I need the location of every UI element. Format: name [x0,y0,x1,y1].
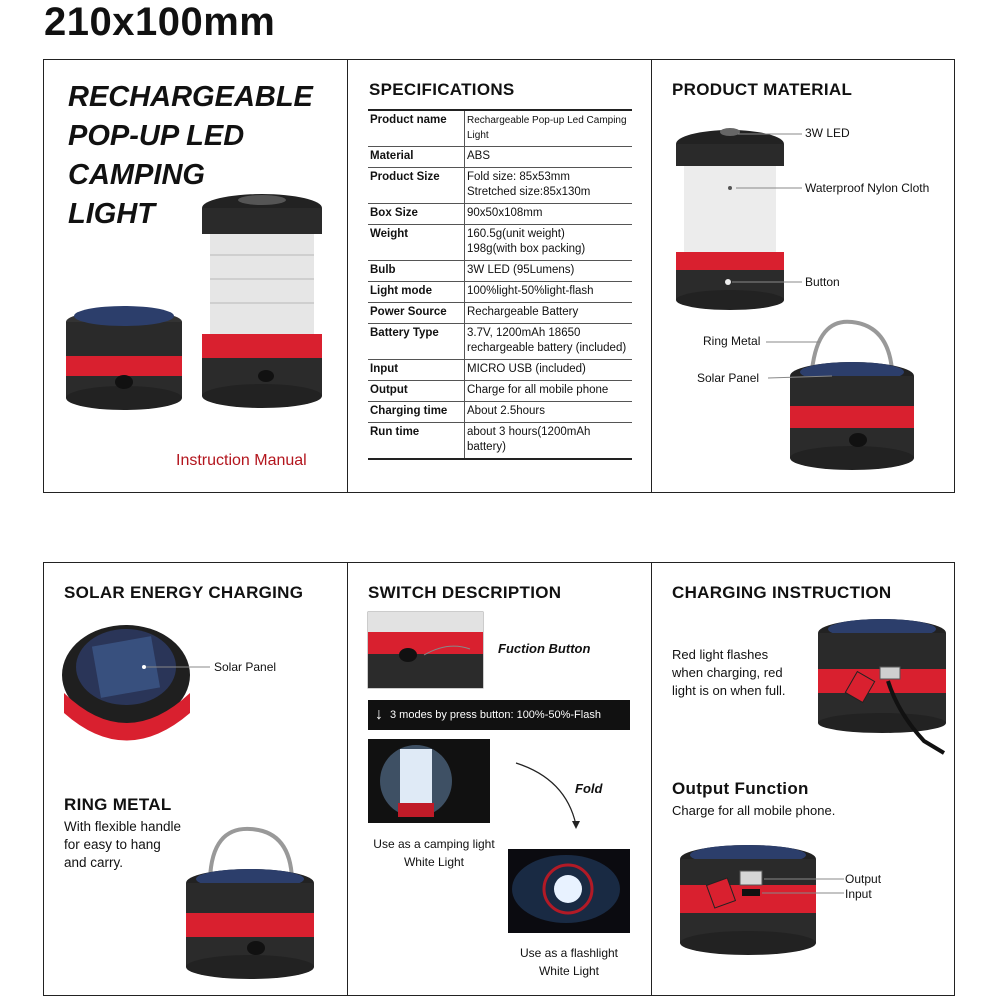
flash-caption-line-1: Use as a flashlight [519,946,619,960]
specifications-heading: SPECIFICATIONS [369,80,515,99]
flash-caption-line-2: White Light [538,964,600,978]
switch-diagram [348,563,652,995]
spec-value [465,261,633,282]
charging-lantern-image [818,619,946,753]
spec-value [465,168,633,204]
spec-value [465,225,633,261]
led-label: 3W LED [805,126,850,140]
spec-key: Bulb [368,261,465,282]
spec-value-line-1: 100%light-50%light-flash [467,285,594,297]
spec-row [368,147,632,168]
spec-value-line-1: 90x50x108mm [467,207,543,219]
nylon-cloth-label: Waterproof Nylon Cloth [805,181,930,195]
fuction-button-label: Fuction Button [498,641,591,656]
switch-description-heading: SWITCH DESCRIPTION [368,583,562,602]
flashlight-caption [508,944,630,980]
ring-metal-heading: RING METAL [64,795,172,814]
spec-value-line-1: About 2.5hours [467,405,546,417]
spec-key: Input [368,360,465,381]
camping-light-caption [370,835,498,871]
fold-arrow [516,763,576,825]
spec-key: Light mode [368,282,465,303]
spec-value-line-1: Rechargeable Battery [467,306,579,318]
spec-row [368,303,632,324]
spec-value [465,402,633,423]
switch-description-panel [348,563,652,995]
specifications-panel [348,60,652,492]
spec-key: Output [368,381,465,402]
flashlight-photo [508,849,630,933]
ring-text-line-3: and carry. [64,855,124,870]
solar-panel-label-2: Solar Panel [214,660,277,674]
folded-lantern-image [66,306,182,410]
output-function-text: Charge for all mobile phone. [672,803,836,818]
spec-value [465,110,633,147]
ring-text-line-2: for easy to hang [64,837,161,852]
spec-value [465,282,633,303]
expanded-lantern-image [202,194,322,408]
spec-key: Battery Type [368,324,465,360]
charging-text-line-1: Red light flashes [672,647,769,662]
solar-lantern-top-image [62,625,210,741]
fold-label: Fold [575,781,603,796]
spec-value-line-2: Stretched size:85x130m [467,186,591,198]
spec-value [465,204,633,225]
title-line-2: POP-UP LED [68,120,245,152]
spec-key: Box Size [368,204,465,225]
down-arrow-icon: ↓ [375,706,383,723]
function-button-closeup-image [368,612,483,688]
input-label: Input [845,887,872,901]
camping-light-photo [368,739,490,823]
ring-text-line-1: With flexible handle [64,819,182,834]
spec-table [368,109,632,460]
spec-value [465,360,633,381]
solar-panel-label: Solar Panel [697,371,760,385]
modes-bar [368,700,630,730]
title-line-3: CAMPING [68,159,205,191]
spec-value [465,423,633,460]
spec-key: Product name [368,110,465,147]
spec-row [368,360,632,381]
material-diagram [652,60,953,492]
camping-caption-line-2: White Light [403,855,465,869]
spec-row [368,282,632,303]
title-line-4: LIGHT [68,198,155,230]
intro-panel [44,60,348,492]
charging-text-line-2: when charging, red [672,665,783,680]
product-material-heading: PRODUCT MATERIAL [672,80,853,99]
solar-charging-panel [44,563,348,995]
spec-value [465,381,633,402]
spec-key: Charging time [368,402,465,423]
spec-row [368,225,632,261]
spec-row [368,423,632,460]
output-lantern-image [680,845,844,955]
spec-value-line-1: Charge for all mobile phone [467,384,609,396]
spec-value-line-1: 3W LED (95Lumens) [467,264,575,276]
modes-text: 3 modes by press button: 100%-50%-Flash [390,709,601,721]
spec-row [368,324,632,360]
spec-value-line-1: ABS [467,150,491,162]
lantern-with-handle-image [766,322,914,470]
spec-value-line-1: Rechargeable Pop-up Led Camping Light [467,115,627,141]
spec-value-line-2: rechargeable battery (included) [467,342,627,354]
charging-text-line-3: light is on when full. [672,683,786,698]
spec-value-line-1: about 3 hours(1200mAh battery) [467,426,591,453]
spec-value [465,147,633,168]
camping-caption-line-1: Use as a camping light [373,837,495,851]
instruction-manual-label: Instruction Manual [176,452,307,469]
size-title: 210x100mm [44,0,276,44]
solar-charging-heading: SOLAR ENERGY CHARGING [64,583,304,602]
intro-product-image [44,60,348,492]
spec-value-line-1: MICRO USB (included) [467,363,586,375]
spec-key: Material [368,147,465,168]
spec-key: Run time [368,423,465,460]
top-row [43,59,955,493]
title-line-1: RECHARGEABLE [68,81,313,113]
output-label: Output [845,872,882,886]
spec-row [368,402,632,423]
handle-lantern-image [186,829,314,979]
spec-key: Power Source [368,303,465,324]
ring-metal-text [64,818,181,872]
spec-value [465,324,633,360]
lantern-cutaway-image [676,128,802,310]
product-material-panel [652,60,953,492]
spec-value-line-1: 3.7V, 1200mAh 18650 [467,327,581,339]
ring-metal-label: Ring Metal [703,334,761,348]
spec-key: Weight [368,225,465,261]
spec-row [368,168,632,204]
spec-value-line-1: 160.5g(unit weight) [467,228,565,240]
spec-value-line-1: Fold size: 85x53mm [467,171,570,183]
charging-instruction-heading: CHARGING INSTRUCTION [672,583,892,602]
spec-row [368,381,632,402]
spec-row [368,110,632,147]
spec-row [368,204,632,225]
bottom-row [43,562,955,996]
spec-value [465,303,633,324]
charging-instruction-panel [652,563,953,995]
spec-row [368,261,632,282]
button-label: Button [805,275,840,289]
spec-key: Product Size [368,168,465,204]
solar-diagram [44,563,348,995]
spec-value-line-2: 198g(with box packing) [467,243,586,255]
output-function-heading: Output Function [672,779,809,798]
